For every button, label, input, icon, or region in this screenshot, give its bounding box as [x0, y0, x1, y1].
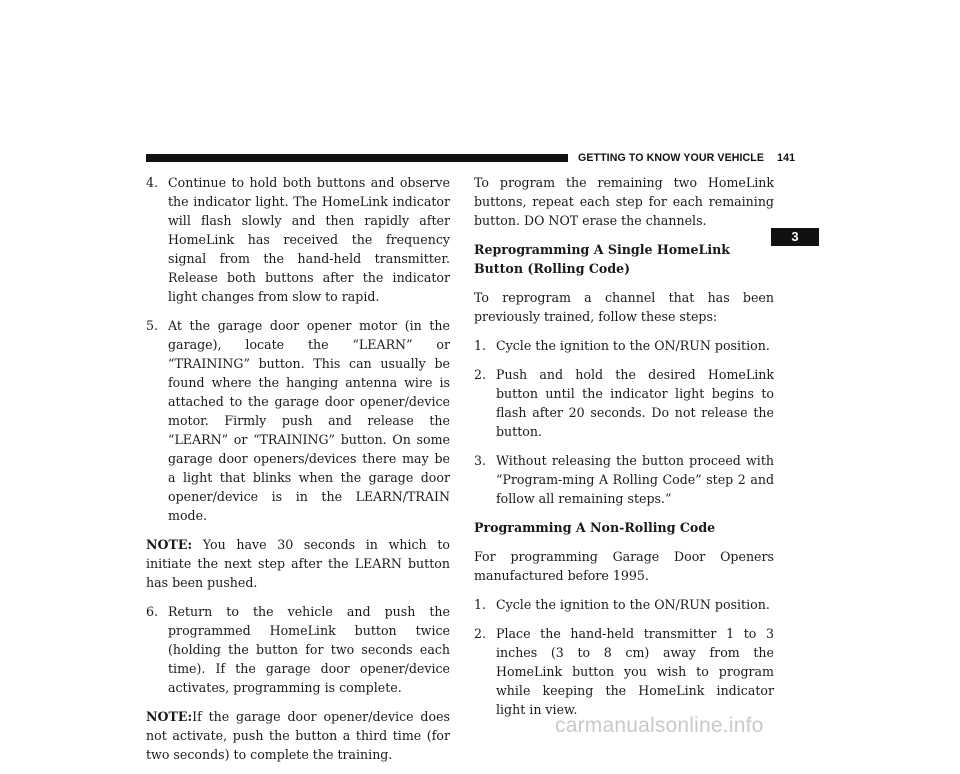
note-1 [146, 535, 450, 592]
step-6 [146, 602, 450, 697]
note-text: If the garage door opener/device does not activate, push the button a third time (for two seconds) to complete the training. [146, 709, 450, 762]
step-number: 2. [474, 626, 487, 641]
step-number: 5. [146, 318, 159, 333]
note-2 [146, 707, 450, 764]
page-number: 141 [777, 152, 796, 164]
step-number: 2. [474, 367, 487, 382]
note-text: You have 30 seconds in which to initiate the next step after the LEARN button has been pushed. [146, 537, 450, 590]
right-column [474, 173, 774, 729]
left-column [146, 173, 450, 774]
step-text: Place the hand-held transmitter 1 to 3 inches (3 to 8 cm) away from the HomeLink button you wish to program while keeping the HomeLink indicator light in view. [496, 626, 774, 717]
step-text: At the garage door opener motor (in the garage), locate the “LEARN” or “TRAINING” button. This can usually be found where the hanging antenna wire is attached to the garage door opener/device motor. Firmly push and release the “LEARN” or “TRAINING” button. On some garage door openers/devices there may be a light that blinks when the garage door opener/device is in the LEARN/TRAIN mode. [168, 318, 450, 523]
note-label: NOTE: [146, 709, 193, 724]
reprogram-step-2 [474, 365, 774, 441]
reprogram-step-3 [474, 451, 774, 508]
step-number: 1. [474, 597, 487, 612]
reprogram-intro: To reprogram a channel that has been previously trained, follow these steps: [474, 290, 774, 324]
heading-reprogramming: Reprogramming A Single HomeLink Button (Rolling Code) [474, 242, 731, 276]
step-5 [146, 316, 450, 525]
heading-non-rolling: Programming A Non-Rolling Code [474, 520, 716, 535]
section-title: GETTING TO KNOW YOUR VEHICLE [578, 152, 765, 164]
step-text: Continue to hold both buttons and observe the indicator light. The HomeLink indicator will flash slowly and then rapidly after HomeLink has received the frequency signal from the hand-held transmitter. Release both buttons after the indicator light changes from slow to rapid. [168, 175, 450, 304]
non-rolling-step-1 [474, 595, 774, 614]
step-text: Without releasing the button proceed with “Program-ming A Rolling Code” step 2 and follow all remaining steps.” [496, 453, 774, 506]
non-rolling-intro: For programming Garage Door Openers manufactured before 1995. [474, 549, 774, 583]
step-text: Push and hold the desired HomeLink button until the indicator light begins to flash after 20 seconds. Do not release the button. [496, 367, 774, 439]
note-label: NOTE: [146, 537, 193, 552]
step-number: 4. [146, 175, 159, 190]
intro-paragraph: To program the remaining two HomeLink buttons, repeat each step for each remaining button. DO NOT erase the channels. [474, 175, 774, 228]
step-text: Cycle the ignition to the ON/RUN position. [496, 597, 770, 612]
running-header [578, 150, 795, 166]
non-rolling-step-2 [474, 624, 774, 719]
step-number: 3. [474, 453, 487, 468]
step-text: Cycle the ignition to the ON/RUN position. [496, 338, 770, 353]
step-number: 6. [146, 604, 159, 619]
step-text: Return to the vehicle and push the programmed HomeLink button twice (holding the button for two seconds each time). If the garage door opener/device activates, programming is complete. [168, 604, 450, 695]
chapter-tab: 3 [771, 228, 819, 246]
header-rule [146, 154, 568, 162]
watermark-text: carmanualsonline.info [555, 714, 764, 737]
step-number: 1. [474, 338, 487, 353]
reprogram-step-1 [474, 336, 774, 355]
step-4 [146, 173, 450, 306]
